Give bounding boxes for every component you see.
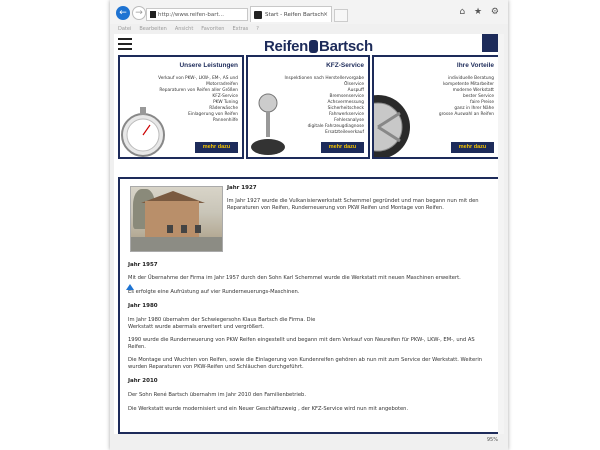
list-item: Fehleranalyse [334,118,364,123]
box-list [439,76,494,118]
list-item: Motorradreifen [206,82,238,87]
mehr-dazu-button[interactable]: mehr dazu [195,142,238,153]
menu-item[interactable]: ? [256,26,259,32]
list-item: Ersatzteileverkauf [325,130,364,135]
list-item: Verkauf von PKW-, LKW-, EM-, AS und [158,76,238,81]
list-item: Inspektionen nach Herstellervorgabe [284,76,364,81]
home-favorites-settings-icons[interactable]: ⌂ ★ ⚙ [459,7,502,17]
menu-item[interactable]: Bearbeiten [139,26,167,32]
list-item: Einlagerung von Reifen [188,112,238,117]
history-paragraph: Mit der Übernahme der Firma im Jahr 1957 durch den Sohn Karl Schemmel wurde die Werkstatt mit neuen Maschinen erweitert. [128,275,461,281]
zoom-level[interactable]: 95% [486,437,498,443]
scroll-to-top-icon[interactable] [126,284,134,290]
mehr-dazu-button[interactable]: mehr dazu [451,142,494,153]
browser-window [110,0,508,450]
box-title: Ihre Vorteile [456,62,494,69]
hamburger-menu-icon[interactable] [118,38,132,53]
list-item: digitale Fahrzeugdiagnose [307,124,364,129]
list-item: individuelle Beratung [448,76,494,81]
menu-item[interactable]: Extras [232,26,249,32]
tab-favicon-icon [254,11,262,19]
vertical-scrollbar[interactable] [498,34,504,434]
list-item: moderne Werkstatt [452,88,494,93]
list-item: PKW Tuning [213,100,238,105]
history-paragraph: Die Montage und Wuchten von Reifen, sowie die Einlagerung von Kundenreifen gehören ab nun mit zum Service der Werkstatt. Weiterin wurden Reparaturen von PKW-Reifen und Schläuchen durchgeführt. [128,357,483,370]
list-item: Sicherheitscheck [327,106,364,111]
list-item: KFZ-Service [212,94,238,99]
browser-titlebar [110,0,508,24]
history-paragraph: Im Jahr 1980 übernahm der Schwiegersohn Klaus Bartsch die Firma. Die Werkstatt wurde abermals erweitert und vergrößert. [128,317,316,330]
history-paragraph: Die Werkstatt wurde modernisiert und ein Neuer Geschäftszweig , der KFZ-Service wird nun mit angeboten. [128,406,409,412]
list-item: Reparaturen von Reifen aller Größen [159,88,238,93]
year-heading: Jahr 1927 [227,185,257,191]
box-title: KFZ-Service [326,62,364,69]
box-list [158,76,238,124]
tab-start[interactable] [250,6,332,22]
menu-item[interactable]: Datei [118,26,132,32]
address-bar[interactable] [146,8,248,21]
list-item: bester Service [463,94,494,99]
history-section [118,177,500,434]
list-item: Achsvermessung [327,100,364,105]
box-leistungen [118,55,244,159]
mehr-dazu-button[interactable]: mehr dazu [321,142,364,153]
list-item: grosse Auswahl an Reifen [438,112,494,117]
list-item: kompetente Mitarbeiter [443,82,494,87]
list-item: Auspuff [347,88,364,93]
favicon-icon [150,11,156,18]
year-heading: Jahr 1980 [128,303,158,309]
member-badge-icon [482,34,498,52]
list-item: Pannenhilfe [212,118,238,123]
box-kfz-service [246,55,370,159]
menu-item[interactable]: Ansicht [174,26,194,32]
box-vorteile [372,55,500,159]
year-heading: Jahr 2010 [128,378,158,384]
back-button[interactable]: ← [116,6,130,20]
history-paragraph: 1990 wurde die Runderneuerung von PKW Reifen eingestellt und begann mit dem Verkauf von Neureifen für PKW-, LKW-, EM-, und AS Reifen. [128,337,475,350]
workshop-photo [130,186,223,252]
year-heading: Jahr 1957 [128,262,158,268]
tire-icon [309,40,318,53]
tab-close-icon[interactable]: × [322,11,328,18]
tab-title: Start - Reifen Bartsch [265,12,324,18]
status-bar [110,434,508,450]
history-paragraph: Der Sohn René Bartsch übernahm im Jahr 2010 den Familienbetrieb. [128,392,306,398]
menu-bar [110,24,508,34]
service-boxes [118,55,500,159]
list-item: Ölservice [344,82,364,87]
new-tab-button[interactable] [334,9,348,22]
site-logo[interactable]: Reifen Bartsch [264,38,373,55]
list-item: Räderwäsche [209,106,238,111]
box-list [285,76,364,136]
address-text: http://www.reifen-bart... [158,12,224,18]
list-item: ganz in Ihrer Nähe [454,106,494,111]
menu-item[interactable]: Favoriten [201,26,225,32]
list-item: Fahrwerkservice [328,112,364,117]
list-item: faire Preise [470,100,494,105]
history-paragraph: Im Jahr 1927 wurde die Vulkanisierwerkstatt Schemmel gegründet und man begann nun mit den Reparaturen von Reifen, Runderneuerung von PKW Reifen und Montage von Reifen. [227,198,479,211]
list-item: Bremsenservice [329,94,364,99]
history-paragraph: Es erfolgte eine Aufrüstung auf vier Runderneuerungs-Maschinen. [128,289,300,295]
web-page [114,34,504,434]
wheel-rim-icon [374,93,414,159]
box-title: Unsere Leistungen [179,62,238,69]
forward-button[interactable]: → [132,6,146,20]
